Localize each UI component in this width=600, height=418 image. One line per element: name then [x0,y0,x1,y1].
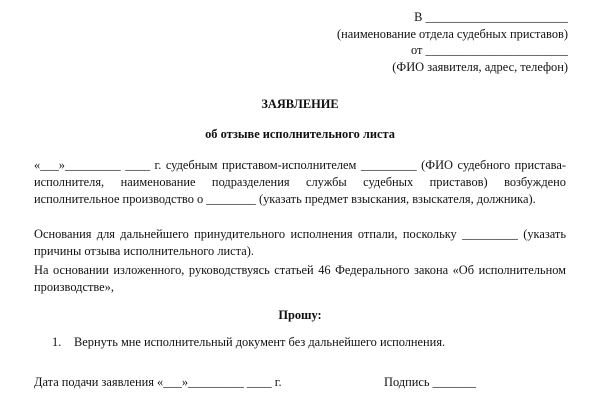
submission-date-line: Дата подачи заявления «___»_________ ____ г. [34,375,282,389]
paragraph-legal-basis: На основании изложенного, руководствуясь статьей 46 Федерального закона «Об исполнительном производстве», [34,263,566,294]
paragraph-case-info: «___»_________ ____ г. судебным приставом-исполнителем _________ (ФИО судебного пристава-исполнителя, наименование подразделения службы судебных приставов) возбуждено исполнительное производство о ________ (указать предмет взыскания, взыскателя, должника). [34,158,566,206]
sender-hint: (ФИО заявителя, адрес, телефон) [392,60,568,74]
request-item-text: Вернуть мне исполнительный документ без дальнейшего исполнения. [74,335,446,349]
request-heading: Прошу: [278,308,322,322]
signature-line: Подпись _______ [384,375,476,389]
paragraph-grounds: Основания для дальнейшего принудительного исполнения отпали, поскольку _________ (указать причины отзыва исполнительного листа). [34,227,566,258]
document-title: ЗАЯВЛЕНИЕ [261,97,339,111]
recipient-line: В _______________________ [414,10,568,24]
request-item [52,335,445,350]
sender-line: от _______________________ [410,43,568,57]
document-subtitle: об отзыве исполнительного листа [205,127,395,141]
request-item-number: 1. [52,335,62,349]
recipient-hint: (наименование отдела судебных приставов) [336,27,568,41]
